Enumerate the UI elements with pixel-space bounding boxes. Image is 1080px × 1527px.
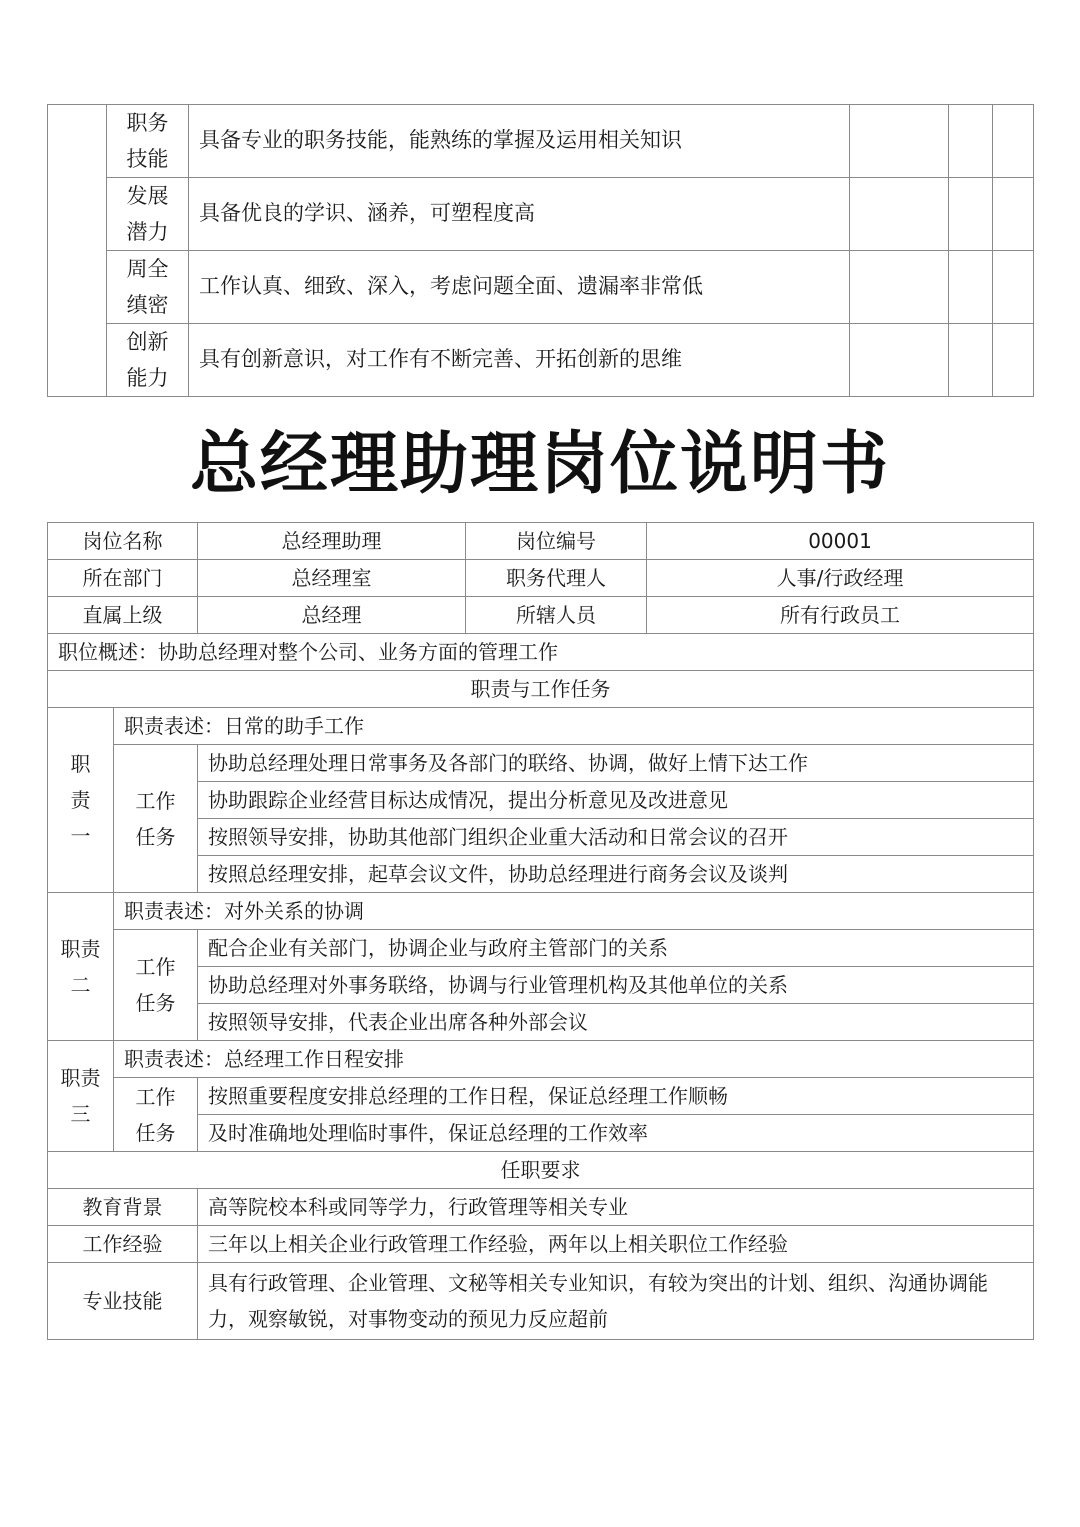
job-description-table xyxy=(47,522,1034,1340)
requirement-label: 工作经验 xyxy=(48,1226,198,1263)
requirement-label: 教育背景 xyxy=(48,1189,198,1226)
eval-row xyxy=(48,178,1034,251)
eval-row xyxy=(48,251,1034,324)
task-item: 及时准确地处理临时事件，保证总经理的工作效率 xyxy=(198,1115,1034,1152)
info-label: 直属上级 xyxy=(48,597,198,634)
task-label-cell: 工作 任务 xyxy=(114,745,198,893)
task-item: 按照重要程度安排总经理的工作日程，保证总经理工作顺畅 xyxy=(198,1078,1034,1115)
requirement-value: 具有行政管理、企业管理、文秘等相关专业知识，有较为突出的计划、组织、沟通协调能力，观察敏锐，对事物变动的预见力反应超前 xyxy=(198,1263,1034,1340)
eval-desc-cell: 具备优良的学识、涵养，可塑程度高 xyxy=(189,178,850,251)
duty-statement: 职责表述：对外关系的协调 xyxy=(114,893,1034,930)
task-row xyxy=(48,930,1034,967)
duty-statement: 职责表述：总经理工作日程安排 xyxy=(114,1041,1034,1078)
eval-desc-cell: 具有创新意识，对工作有不断完善、开拓创新的思维 xyxy=(189,324,850,397)
document-title: 总经理助理岗位说明书 xyxy=(189,424,890,504)
eval-score-cell xyxy=(850,324,949,397)
eval-row xyxy=(48,324,1034,397)
eval-desc-cell: 具备专业的职务技能，能熟练的掌握及运用相关知识 xyxy=(189,105,850,178)
eval-category-cell xyxy=(48,105,107,397)
requirement-value: 高等院校本科或同等学力，行政管理等相关专业 xyxy=(198,1189,1034,1226)
section-header-row xyxy=(48,671,1034,708)
section-header-row xyxy=(48,1152,1034,1189)
eval-score-cell xyxy=(993,324,1034,397)
task-item: 按照领导安排，代表企业出席各种外部会议 xyxy=(198,1004,1034,1041)
overview-row xyxy=(48,634,1034,671)
requirement-label: 专业技能 xyxy=(48,1263,198,1340)
info-row xyxy=(48,597,1034,634)
duty-statement-row xyxy=(48,1041,1034,1078)
task-row xyxy=(48,1078,1034,1115)
info-row xyxy=(48,523,1034,560)
info-label: 岗位名称 xyxy=(48,523,198,560)
duty-name-cell: 职 责 一 xyxy=(48,708,114,893)
info-value: 所有行政员工 xyxy=(647,597,1034,634)
eval-row xyxy=(48,105,1034,178)
info-value: 总经理室 xyxy=(198,560,466,597)
eval-score-cell xyxy=(850,178,949,251)
eval-score-cell xyxy=(993,178,1034,251)
eval-score-cell xyxy=(949,324,993,397)
task-item: 协助总经理处理日常事务及各部门的联络、协调，做好上情下达工作 xyxy=(198,745,1034,782)
eval-score-cell xyxy=(949,105,993,178)
prev-evaluation-table xyxy=(47,104,1034,397)
info-value: 人事/行政经理 xyxy=(647,560,1034,597)
eval-desc-cell: 工作认真、细致、深入，考虑问题全面、遗漏率非常低 xyxy=(189,251,850,324)
task-row xyxy=(48,745,1034,782)
info-label: 岗位编号 xyxy=(466,523,647,560)
duty-statement: 职责表述：日常的助手工作 xyxy=(114,708,1034,745)
info-value: 总经理 xyxy=(198,597,466,634)
eval-score-cell xyxy=(850,105,949,178)
info-label: 所辖人员 xyxy=(466,597,647,634)
info-value: 总经理助理 xyxy=(198,523,466,560)
eval-item-cell: 职务 技能 xyxy=(107,105,189,178)
task-item: 配合企业有关部门，协调企业与政府主管部门的关系 xyxy=(198,930,1034,967)
eval-score-cell xyxy=(993,105,1034,178)
task-item: 协助跟踪企业经营目标达成情况，提出分析意见及改进意见 xyxy=(198,782,1034,819)
info-value: 00001 xyxy=(647,523,1034,560)
eval-item-cell: 发展 潜力 xyxy=(107,178,189,251)
duty-statement-row xyxy=(48,893,1034,930)
duty-name-cell: 职责 二 xyxy=(48,893,114,1041)
eval-score-cell xyxy=(850,251,949,324)
task-label-cell: 工作 任务 xyxy=(114,1078,198,1152)
eval-score-cell xyxy=(949,178,993,251)
eval-score-cell xyxy=(949,251,993,324)
requirement-value: 三年以上相关企业行政管理工作经验，两年以上相关职位工作经验 xyxy=(198,1226,1034,1263)
eval-item-cell: 创新 能力 xyxy=(107,324,189,397)
requirement-row xyxy=(48,1189,1034,1226)
duty-name-cell: 职责 三 xyxy=(48,1041,114,1152)
requirements-header: 任职要求 xyxy=(48,1152,1034,1189)
requirement-row xyxy=(48,1263,1034,1340)
duty-statement-row xyxy=(48,708,1034,745)
info-label: 职务代理人 xyxy=(466,560,647,597)
task-item: 按照领导安排，协助其他部门组织企业重大活动和日常会议的召开 xyxy=(198,819,1034,856)
requirement-row xyxy=(48,1226,1034,1263)
task-label-cell: 工作 任务 xyxy=(114,930,198,1041)
task-item: 协助总经理对外事务联络，协调与行业管理机构及其他单位的关系 xyxy=(198,967,1034,1004)
position-overview: 职位概述：协助总经理对整个公司、业务方面的管理工作 xyxy=(48,634,1034,671)
info-label: 所在部门 xyxy=(48,560,198,597)
eval-item-cell: 周全 缜密 xyxy=(107,251,189,324)
eval-score-cell xyxy=(993,251,1034,324)
task-item: 按照总经理安排，起草会议文件，协助总经理进行商务会议及谈判 xyxy=(198,856,1034,893)
duties-header: 职责与工作任务 xyxy=(48,671,1034,708)
info-row xyxy=(48,560,1034,597)
